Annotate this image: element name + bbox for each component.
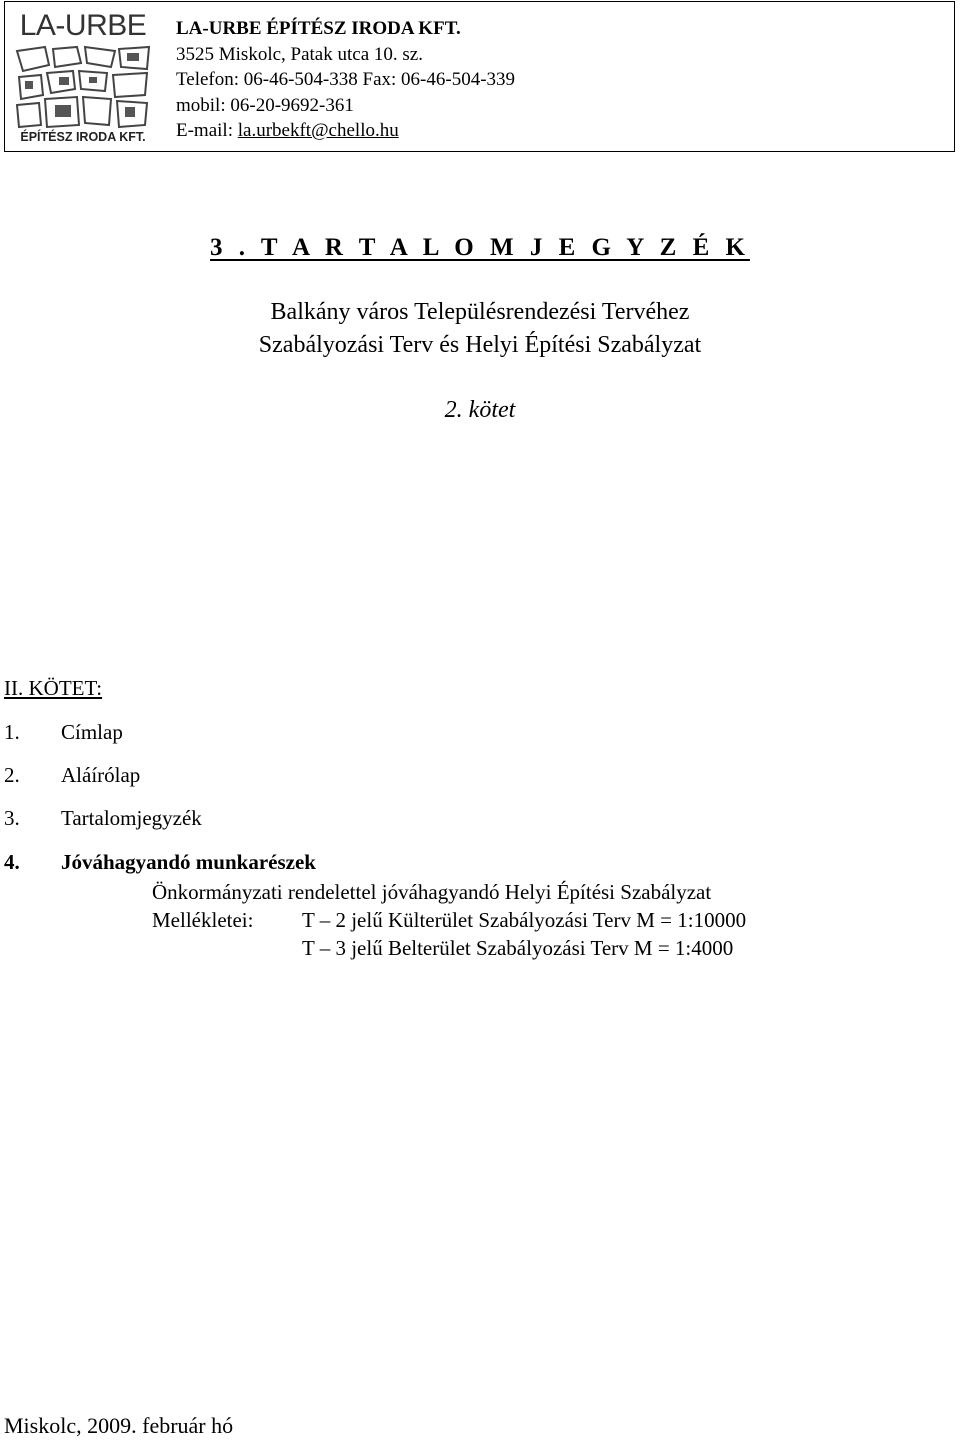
list-item-number: 4. [4, 850, 20, 874]
list-item [4, 850, 316, 875]
contents-heading [4, 676, 102, 701]
list-item [4, 763, 140, 788]
logo-subtitle: ÉPÍTÉSZ IRODA KFT. [20, 130, 146, 144]
company-mobile: mobil: 06-20-9692-361 [176, 94, 354, 116]
company-name: LA-URBE ÉPÍTÉSZ IRODA KFT. [176, 18, 461, 39]
logo-title: LA-URBE [19, 9, 147, 42]
company-logo [13, 9, 153, 147]
company-phone: Telefon: 06-46-504-338 Fax: 06-46-504-339 [176, 69, 516, 90]
toc-title [0, 234, 960, 262]
list-item-number: 2. [4, 763, 20, 787]
detail-attachments-label: Mellékletei: [152, 908, 254, 932]
toc-title-text: 3 . T A R T A L O M J E G Y Z É K [210, 234, 750, 261]
company-info [176, 16, 515, 144]
list-item [4, 806, 202, 831]
list-item-label: Aláírólap [61, 763, 141, 787]
logo-map-graphic [15, 45, 151, 129]
contents-heading-text: II. KÖTET: [4, 676, 103, 700]
volume-label: 2. kötet [444, 397, 516, 423]
list-item-label: Címlap [61, 720, 123, 744]
email-label: E-mail: [176, 120, 238, 141]
detail-attachment-1: T – 2 jelű Külterület Szabályozási Terv M = 1:10000 [302, 908, 747, 932]
list-item-number: 3. [4, 806, 20, 830]
company-address: 3525 Miskolc, Patak utca 10. sz. [176, 43, 423, 65]
list-item-label: Jóváhagyandó munkarészek [61, 850, 316, 874]
list-item [4, 720, 123, 745]
place-date: Miskolc, 2009. február hó [4, 1413, 234, 1438]
detail-regulation: Önkormányzati rendelettel jóváhagyandó Helyi Építési Szabályzat [152, 880, 712, 904]
document-subtitle [0, 296, 960, 362]
list-item-label: Tartalomjegyzék [61, 806, 202, 830]
detail-attachment-2: T – 3 jelű Belterület Szabályozási Terv M = 1:4000 [302, 936, 734, 960]
subtitle-line-2: Szabályozási Terv és Helyi Építési Szabályzat [258, 332, 702, 358]
company-email-line [176, 118, 515, 144]
subtitle-line-1: Balkány város Településrendezési Tervéhez [270, 299, 690, 325]
email-link[interactable]: la.urbekft@chello.hu [237, 120, 399, 141]
list-item-number: 1. [4, 720, 20, 744]
